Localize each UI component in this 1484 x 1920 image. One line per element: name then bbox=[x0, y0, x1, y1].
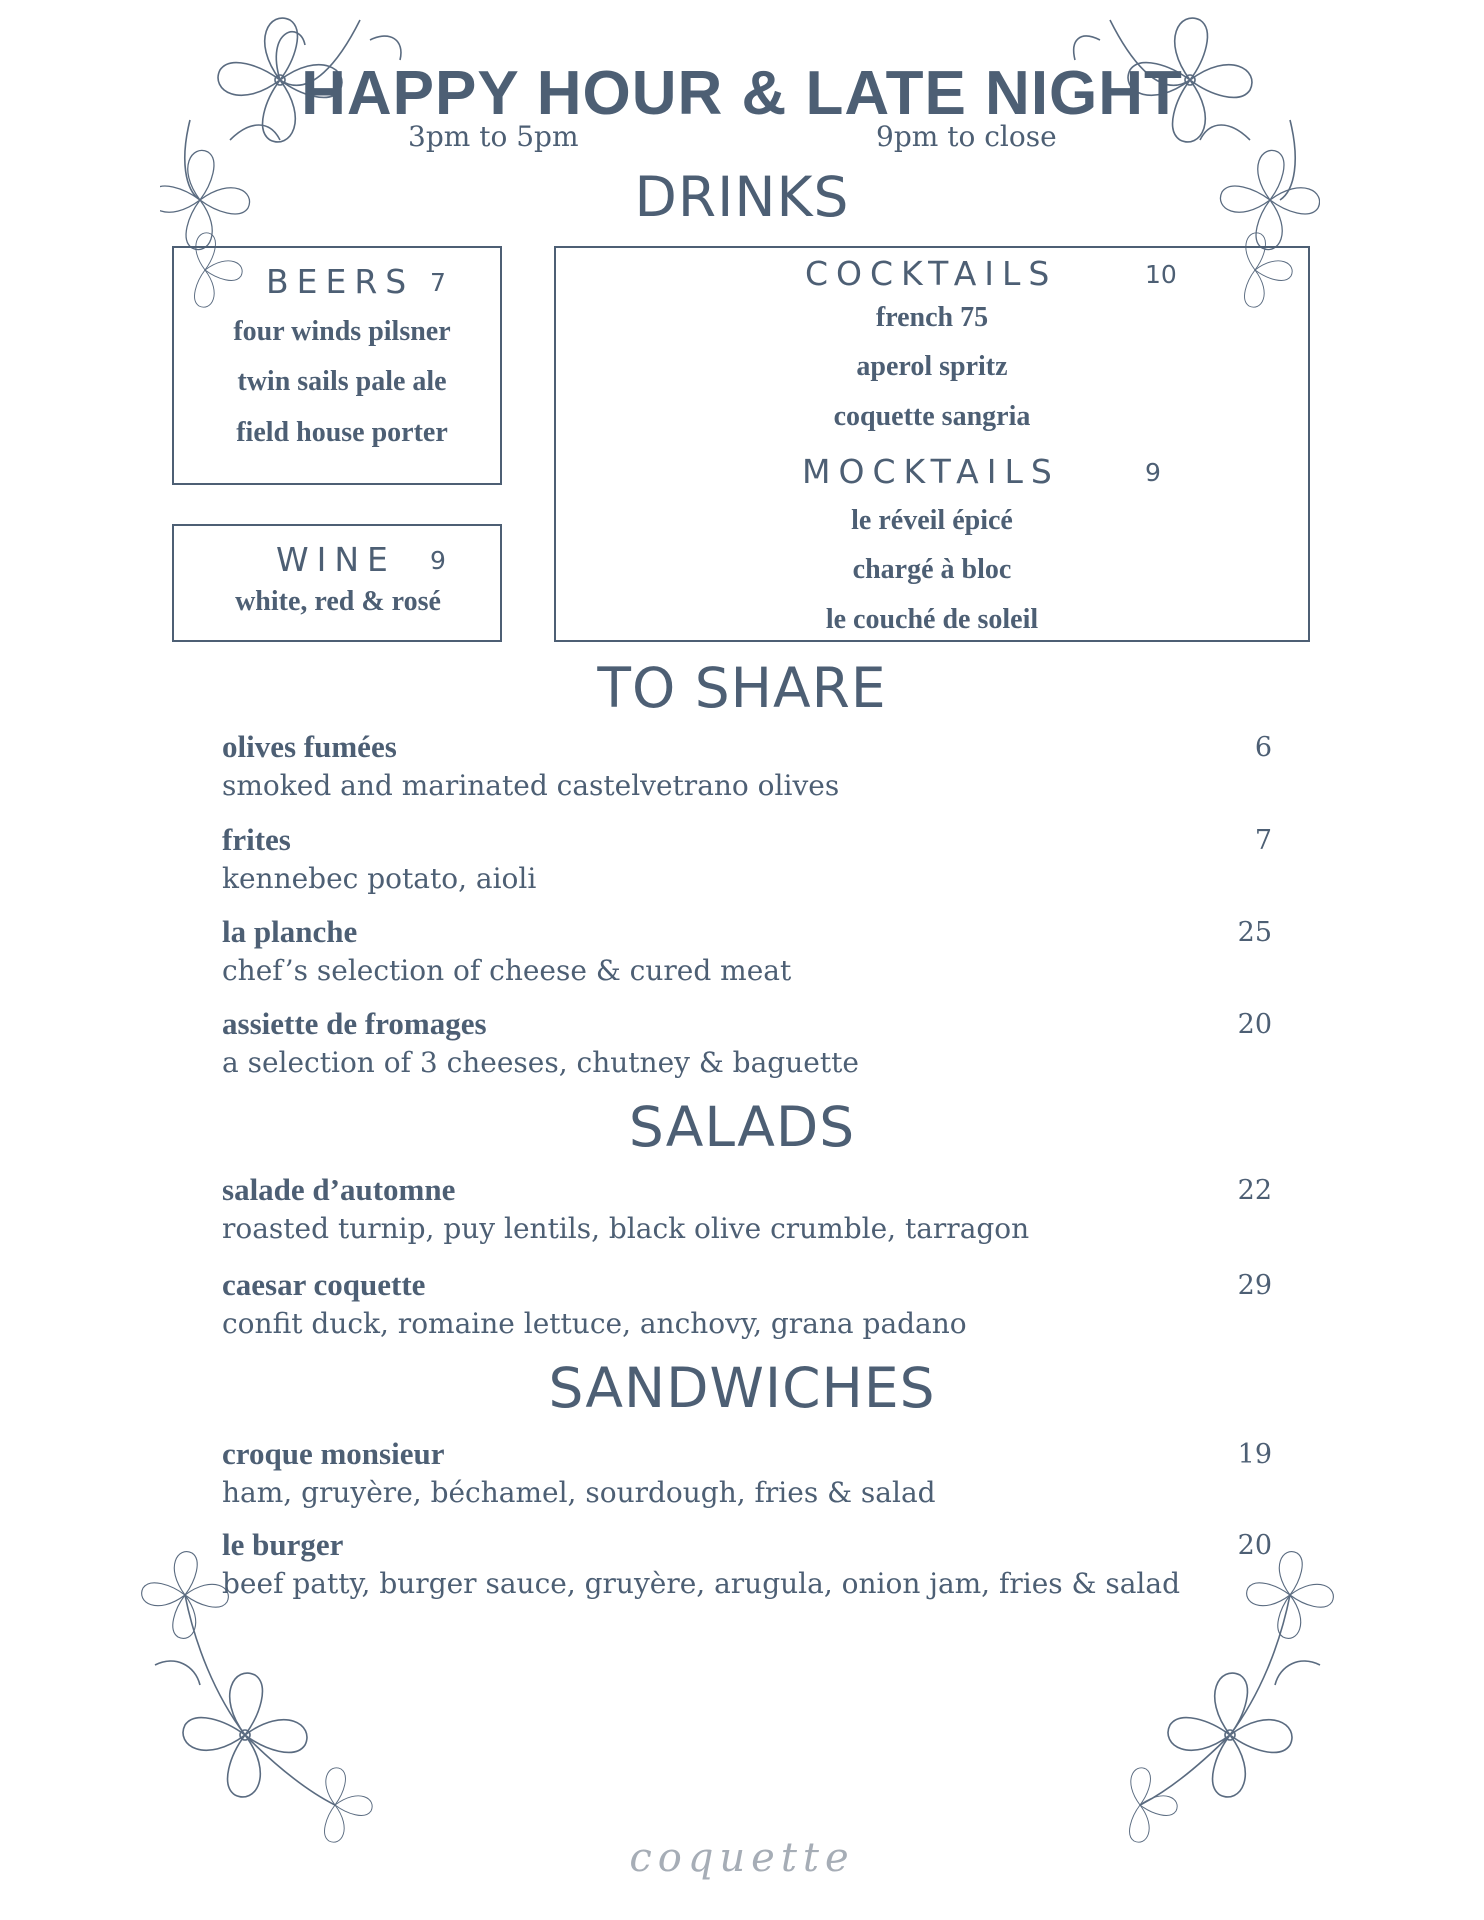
list-item bbox=[222, 1526, 1282, 1604]
item-description: smoked and marinated castelvetrano olives bbox=[222, 769, 840, 802]
list-item bbox=[222, 1171, 1282, 1249]
menu-title: HAPPY HOUR & LATE NIGHT bbox=[301, 59, 1183, 128]
mocktail-item: le couché de soleil bbox=[825, 604, 1039, 635]
beers-price: 7 bbox=[430, 268, 446, 297]
late-night-time: 9pm to close bbox=[876, 120, 1057, 153]
item-description: beef patty, burger sauce, gruyère, arugula, onion jam, fries & salad bbox=[222, 1567, 1180, 1600]
item-price: 19 bbox=[1237, 1439, 1272, 1470]
wine-price: 9 bbox=[430, 546, 446, 575]
list-item bbox=[222, 728, 1282, 806]
mocktails-price: 9 bbox=[1145, 458, 1161, 487]
coquette-logo: coquette bbox=[629, 1835, 855, 1881]
drinks-heading: DRINKS bbox=[634, 165, 850, 229]
item-price: 20 bbox=[1237, 1530, 1272, 1561]
cocktail-item: coquette sangria bbox=[833, 401, 1031, 432]
item-price: 29 bbox=[1237, 1270, 1272, 1301]
list-item bbox=[222, 1266, 1282, 1344]
mocktail-item: le réveil épicé bbox=[851, 505, 1013, 536]
beer-item: field house porter bbox=[236, 417, 448, 448]
list-item bbox=[222, 1435, 1282, 1513]
item-description: chef’s selection of cheese & cured meat bbox=[222, 954, 792, 987]
wine-item: white, red & rosé bbox=[235, 586, 441, 617]
salads-heading: SALADS bbox=[628, 1095, 856, 1159]
mocktail-item: chargé à bloc bbox=[852, 554, 1012, 585]
item-price: 6 bbox=[1254, 732, 1272, 763]
list-item bbox=[222, 821, 1282, 899]
to-share-heading: TO SHARE bbox=[597, 656, 887, 720]
sandwiches-heading: SANDWICHES bbox=[548, 1356, 936, 1420]
item-price: 25 bbox=[1237, 917, 1272, 948]
list-item bbox=[222, 1005, 1282, 1083]
item-price: 7 bbox=[1254, 825, 1272, 856]
cocktails-title: COCKTAILS bbox=[805, 254, 1058, 293]
item-price: 22 bbox=[1237, 1175, 1272, 1206]
cocktail-item: french 75 bbox=[875, 302, 989, 333]
beers-title: BEERS bbox=[266, 262, 415, 301]
item-name: caesar coquette bbox=[222, 1267, 426, 1302]
item-name: la planche bbox=[222, 914, 358, 949]
item-price: 20 bbox=[1237, 1009, 1272, 1040]
beer-item: four winds pilsner bbox=[233, 316, 451, 347]
mocktails-title: MOCKTAILS bbox=[802, 452, 1060, 491]
item-description: ham, gruyère, béchamel, sourdough, fries & salad bbox=[222, 1476, 936, 1509]
item-name: frites bbox=[222, 822, 291, 857]
item-description: kennebec potato, aioli bbox=[222, 862, 537, 895]
item-name: croque monsieur bbox=[222, 1436, 445, 1471]
item-description: confit duck, romaine lettuce, anchovy, grana padano bbox=[222, 1307, 967, 1340]
item-name: le burger bbox=[222, 1527, 344, 1562]
item-description: roasted turnip, puy lentils, black olive crumble, tarragon bbox=[222, 1212, 1030, 1245]
list-item bbox=[222, 913, 1282, 991]
item-name: assiette de fromages bbox=[222, 1006, 487, 1041]
beer-item: twin sails pale ale bbox=[237, 366, 447, 397]
happy-hour-time: 3pm to 5pm bbox=[408, 120, 579, 153]
item-name: olives fumées bbox=[222, 729, 397, 764]
cocktails-price: 10 bbox=[1145, 260, 1177, 289]
item-description: a selection of 3 cheeses, chutney & baguette bbox=[222, 1046, 859, 1079]
item-name: salade d’automne bbox=[222, 1172, 456, 1207]
cocktail-item: aperol spritz bbox=[856, 351, 1008, 382]
wine-title: WINE bbox=[276, 540, 396, 579]
